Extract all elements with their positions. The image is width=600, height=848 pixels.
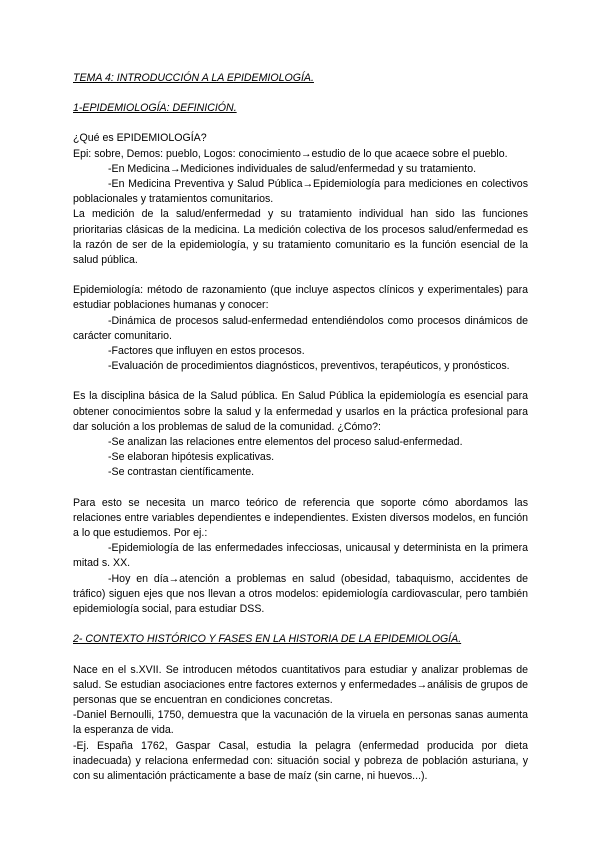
list-item-relaciones: -Se analizan las relaciones entre elementos del proceso salud-enfermedad.: [108, 436, 463, 449]
use-public-health: -En Medicina Preventiva y Salud Pública→Epidemiología para mediciones en colectivos poblacionales y tratamientos comunitarios.: [73, 178, 528, 206]
list-item-evaluacion: -Evaluación de procedimientos diagnósticos, preventivos, terapéuticos, y pronósticos.: [108, 360, 510, 373]
document-body: [73, 71, 528, 784]
list-item-factores: -Factores que influyen en estos procesos.: [108, 345, 305, 358]
list-item-infecciosas: -Epidemiología de las enfermedades infecciosas, unicausal y determinista en la primera mitad s. XX.: [73, 542, 528, 570]
etymology-line: Epi: sobre, Demos: pueblo, Logos: conocimiento→estudio de lo que acaece sobre el pueblo.: [73, 147, 508, 160]
paragraph-metodo: Epidemiología: método de razonamiento (que incluye aspectos clínicos y experimentales) para estudiar poblaciones humanas y conocer:: [73, 284, 528, 312]
list-item-hoy-en-dia: -Hoy en día→atención a problemas en salud (obesidad, tabaquismo, accidentes de tráfico) siguen ejes que nos llevan a otros modelos: epidemiología cardiovascular, pero también epidemiología social, para estudiar DSS.: [73, 572, 528, 616]
paragraph-nace: Nace en el s.XVII. Se introducen métodos cuantitativos para estudiar y analizar problemas de salud. Se estudian asociaciones entre factores externos y enfermedades→análisis de grupos de personas que se encuentran en condiciones concretas.: [73, 663, 528, 706]
document-title: TEMA 4: INTRODUCCIÓN A LA EPIDEMIOLOGÍA.: [73, 72, 314, 84]
list-item-hipotesis: -Se elaboran hipótesis explicativas.: [108, 451, 275, 464]
item-bernoulli: -Daniel Bernoulli, 1750, demuestra que la vacunación de la viruela en personas sanas aumenta la esperanza de vida.: [73, 709, 528, 737]
use-medicine: -En Medicina→Mediciones individuales de salud/enfermedad y su tratamiento.: [108, 162, 477, 175]
paragraph-medicion: La medición de la salud/enfermedad y su tratamiento individual han sido las funciones prioritarias clásicas de la medicina. La medición colectiva de los procesos salud/enfermedad es la razón de ser de la epidemiología, y su tratamiento comunitario es la función esencial de la salud pública.: [73, 208, 528, 267]
question-line: ¿Qué es EPIDEMIOLOGÍA?: [73, 132, 207, 145]
paragraph-marco-teorico: Para esto se necesita un marco teórico de referencia que soporte cómo abordamos las relaciones entre variables dependientes e independientes. Existen diversos modelos, en función a lo que estudiemos. Por ej.:: [73, 496, 528, 540]
list-item-contraste: -Se contrastan científicamente.: [108, 466, 255, 479]
section-1-heading: 1-EPIDEMIOLOGÍA: DEFINICIÓN.: [73, 102, 237, 115]
list-item-dinamica: -Dinámica de procesos salud-enfermedad entendiéndolos como procesos dinámicos de carácter comunitario.: [73, 314, 528, 342]
paragraph-disciplina: Es la disciplina básica de la Salud pública. En Salud Pública la epidemiología es esencial para obtener conocimientos sobre la salud y la enfermedad y usarlos en la práctica profesional para dar solución a los problemas de salud de la comunidad. ¿Cómo?:: [73, 390, 528, 433]
section-2-heading: 2- CONTEXTO HISTÓRICO Y FASES EN LA HISTORIA DE LA EPIDEMIOLOGÍA.: [73, 633, 462, 646]
item-casal: -Ej. España 1762, Gaspar Casal, estudia la pelagra (enfermedad producida por dieta inadecuada) y relaciona enfermedad con: situación social y pobreza de población asturiana, y con su alimentación prácticamente a base de maíz (sin carne, ni huevos...).: [73, 739, 528, 782]
